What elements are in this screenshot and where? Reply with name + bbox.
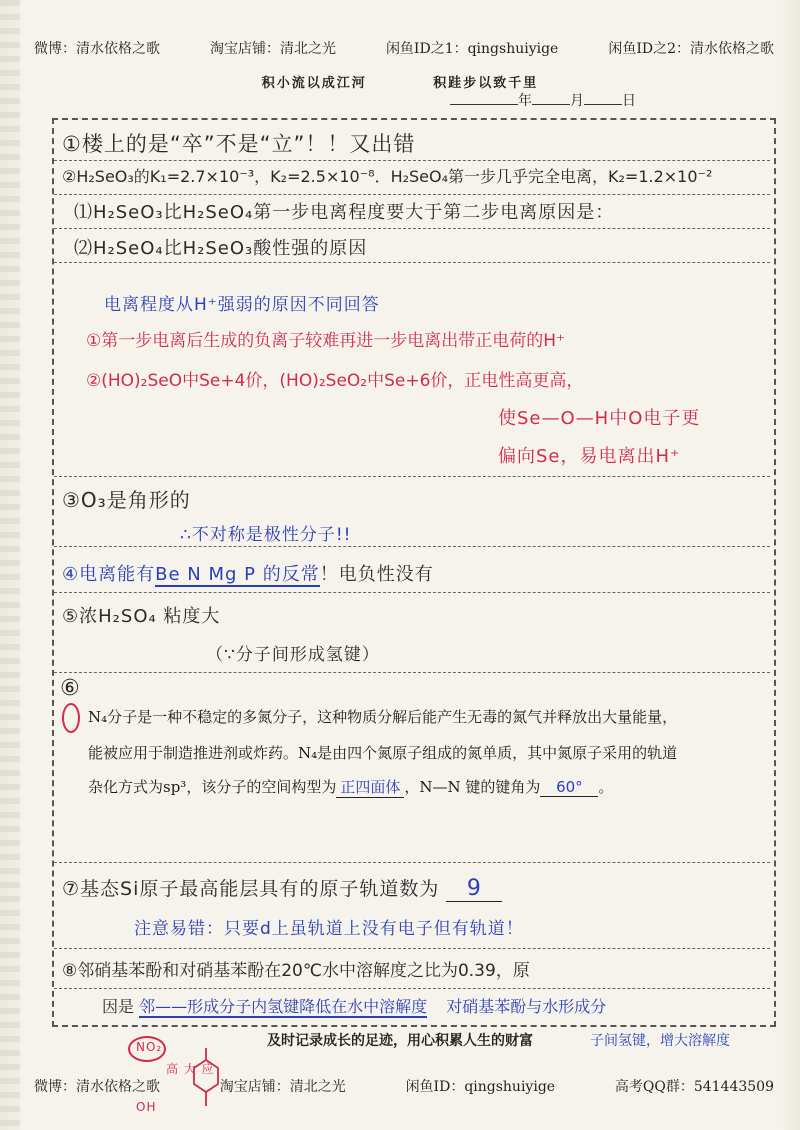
note-2b: ⑵H₂SeO₄比H₂SeO₃酸性强的原因 (74, 238, 368, 259)
note-7-text: ⑦基态Si原子最高能层具有的原子轨道数为 (62, 878, 440, 900)
note-7-answer: 9 (446, 876, 502, 902)
printed-line-2: 能被应用于制造推进剂或炸药。N₄是由四个氮原子组成的氮单质，其中氮原子采用的轨道 (88, 744, 678, 762)
molecule-notes: 高 大 应 (166, 1062, 215, 1076)
printed-line-3c: 。 (598, 778, 614, 796)
ruled-line (54, 592, 770, 593)
day-blank (584, 90, 622, 105)
red-circle-mark (62, 703, 80, 733)
motto-left: 积小流以成江河 (261, 76, 367, 91)
page-motto (0, 72, 800, 91)
ruled-line (54, 228, 770, 229)
footer-motto: 及时记录成长的足迹，用心积累人生的财富 (267, 1033, 533, 1049)
ruled-line (54, 862, 770, 863)
note-4a: ④电离能有 (62, 564, 156, 585)
binding-edge (0, 0, 20, 1130)
note-8b (102, 994, 606, 1017)
note-4 (62, 560, 434, 586)
molecule-no2-label: NO₂ (136, 1040, 163, 1054)
footer-qq: 高考QQ群：541443509 (614, 1079, 774, 1095)
note-7 (62, 874, 502, 902)
printed-line-3b: ，N—N 键的键角为 (404, 778, 541, 796)
header-bar (34, 38, 774, 58)
note-3a: ∴不对称是极性分子!! (180, 525, 352, 545)
footer-weibo: 微博：清水依格之歌 (34, 1079, 160, 1095)
header-xianyu1: 闲鱼ID之1：qingshuiyige (385, 41, 559, 57)
footer-bar (34, 1076, 774, 1096)
ruled-line (54, 672, 770, 673)
molecule-oh-label: OH (136, 1100, 157, 1114)
note-6-marker: ⑥ (60, 676, 81, 701)
answer-1: ①第一步电离后生成的负离子较难再进一步电离出带正电荷的H⁺ (86, 331, 565, 351)
note-4b: Be N Mg P 的反常 (155, 564, 320, 585)
header-weibo: 微博：清水依格之歌 (34, 41, 160, 57)
note-8e: 子间氢键，增大溶解度 (590, 1033, 730, 1049)
answer-geometry: 正四面体 (336, 776, 404, 798)
ruled-line (54, 160, 770, 161)
printed-line-1: N₄分子是一种不稳定的多氮分子，这种物质分解后能产生无毒的氮气并释放出大量能量， (88, 708, 678, 726)
answer-angle: 60° (540, 778, 598, 797)
answer-2c: 偏向Se，易电离出H⁺ (498, 446, 681, 467)
answer-intro: 电离程度从H⁺强弱的原因不同回答 (104, 295, 380, 315)
motto-right: 积跬步以致千里 (433, 76, 539, 91)
note-5a: （∵分子间形成氢键） (206, 645, 380, 665)
date-line (450, 90, 636, 110)
ruled-line (54, 476, 770, 477)
printed-line-3a: 杂化方式为sp³，该分子的空间构型为 (88, 778, 337, 796)
ruled-line (54, 194, 770, 195)
note-2a: ⑴H₂SeO₃比H₂SeO₄第一步电离程度要大于第二步电离原因是： (74, 202, 615, 223)
note-8b-prefix: 因是 (102, 997, 135, 1016)
note-5: ⑤浓H₂SO₄ 粘度大 (62, 606, 221, 627)
ruled-line (54, 262, 770, 263)
note-8c: 邻——形成分子内氢键降低在水中溶解度 (139, 997, 428, 1016)
note-8a: ⑧邻硝基苯酚和对硝基苯酚在20℃水中溶解度之比为0.39，原 (62, 961, 530, 981)
note-1: ①楼上的是“卒”不是“立”！！又出错 (62, 132, 416, 156)
year-blank (450, 90, 518, 105)
month-blank (532, 90, 570, 105)
answer-2: ②(HO)₂SeO中Se+4价，(HO)₂SeO₂中Se+6价，正电性高更高， (86, 371, 584, 391)
day-label: 日 (622, 93, 636, 109)
footer-xianyu: 闲鱼ID：qingshuiyige (405, 1079, 556, 1095)
note-4c: ！电负性没有 (319, 564, 434, 585)
ruled-line (54, 948, 770, 949)
header-xianyu2: 闲鱼ID之2：清水依格之歌 (608, 41, 774, 57)
note-3: ③O₃是角形的 (62, 488, 191, 512)
year-label: 年 (518, 93, 532, 109)
ruled-line (54, 988, 770, 989)
note-8d: 对硝基苯酚与水形成分 (446, 997, 607, 1016)
header-taobao: 淘宝店铺：清北之光 (209, 41, 336, 57)
ruled-line (54, 546, 770, 547)
footer-taobao: 淘宝店铺：清北之光 (219, 1079, 346, 1095)
answer-2b: 使Se—O—H中O电子更 (498, 408, 701, 429)
note-7a: 注意易错：只要d上虽轨道上没有电子但有轨道！ (134, 919, 524, 939)
month-label: 月 (570, 93, 584, 109)
printed-line-3 (88, 776, 758, 798)
note-2: ②H₂SeO₃的K₁=2.7×10⁻³，K₂=2.5×10⁻⁸．H₂SeO₄第一步几乎完全电离，K₂=1.2×10⁻² (62, 167, 713, 186)
